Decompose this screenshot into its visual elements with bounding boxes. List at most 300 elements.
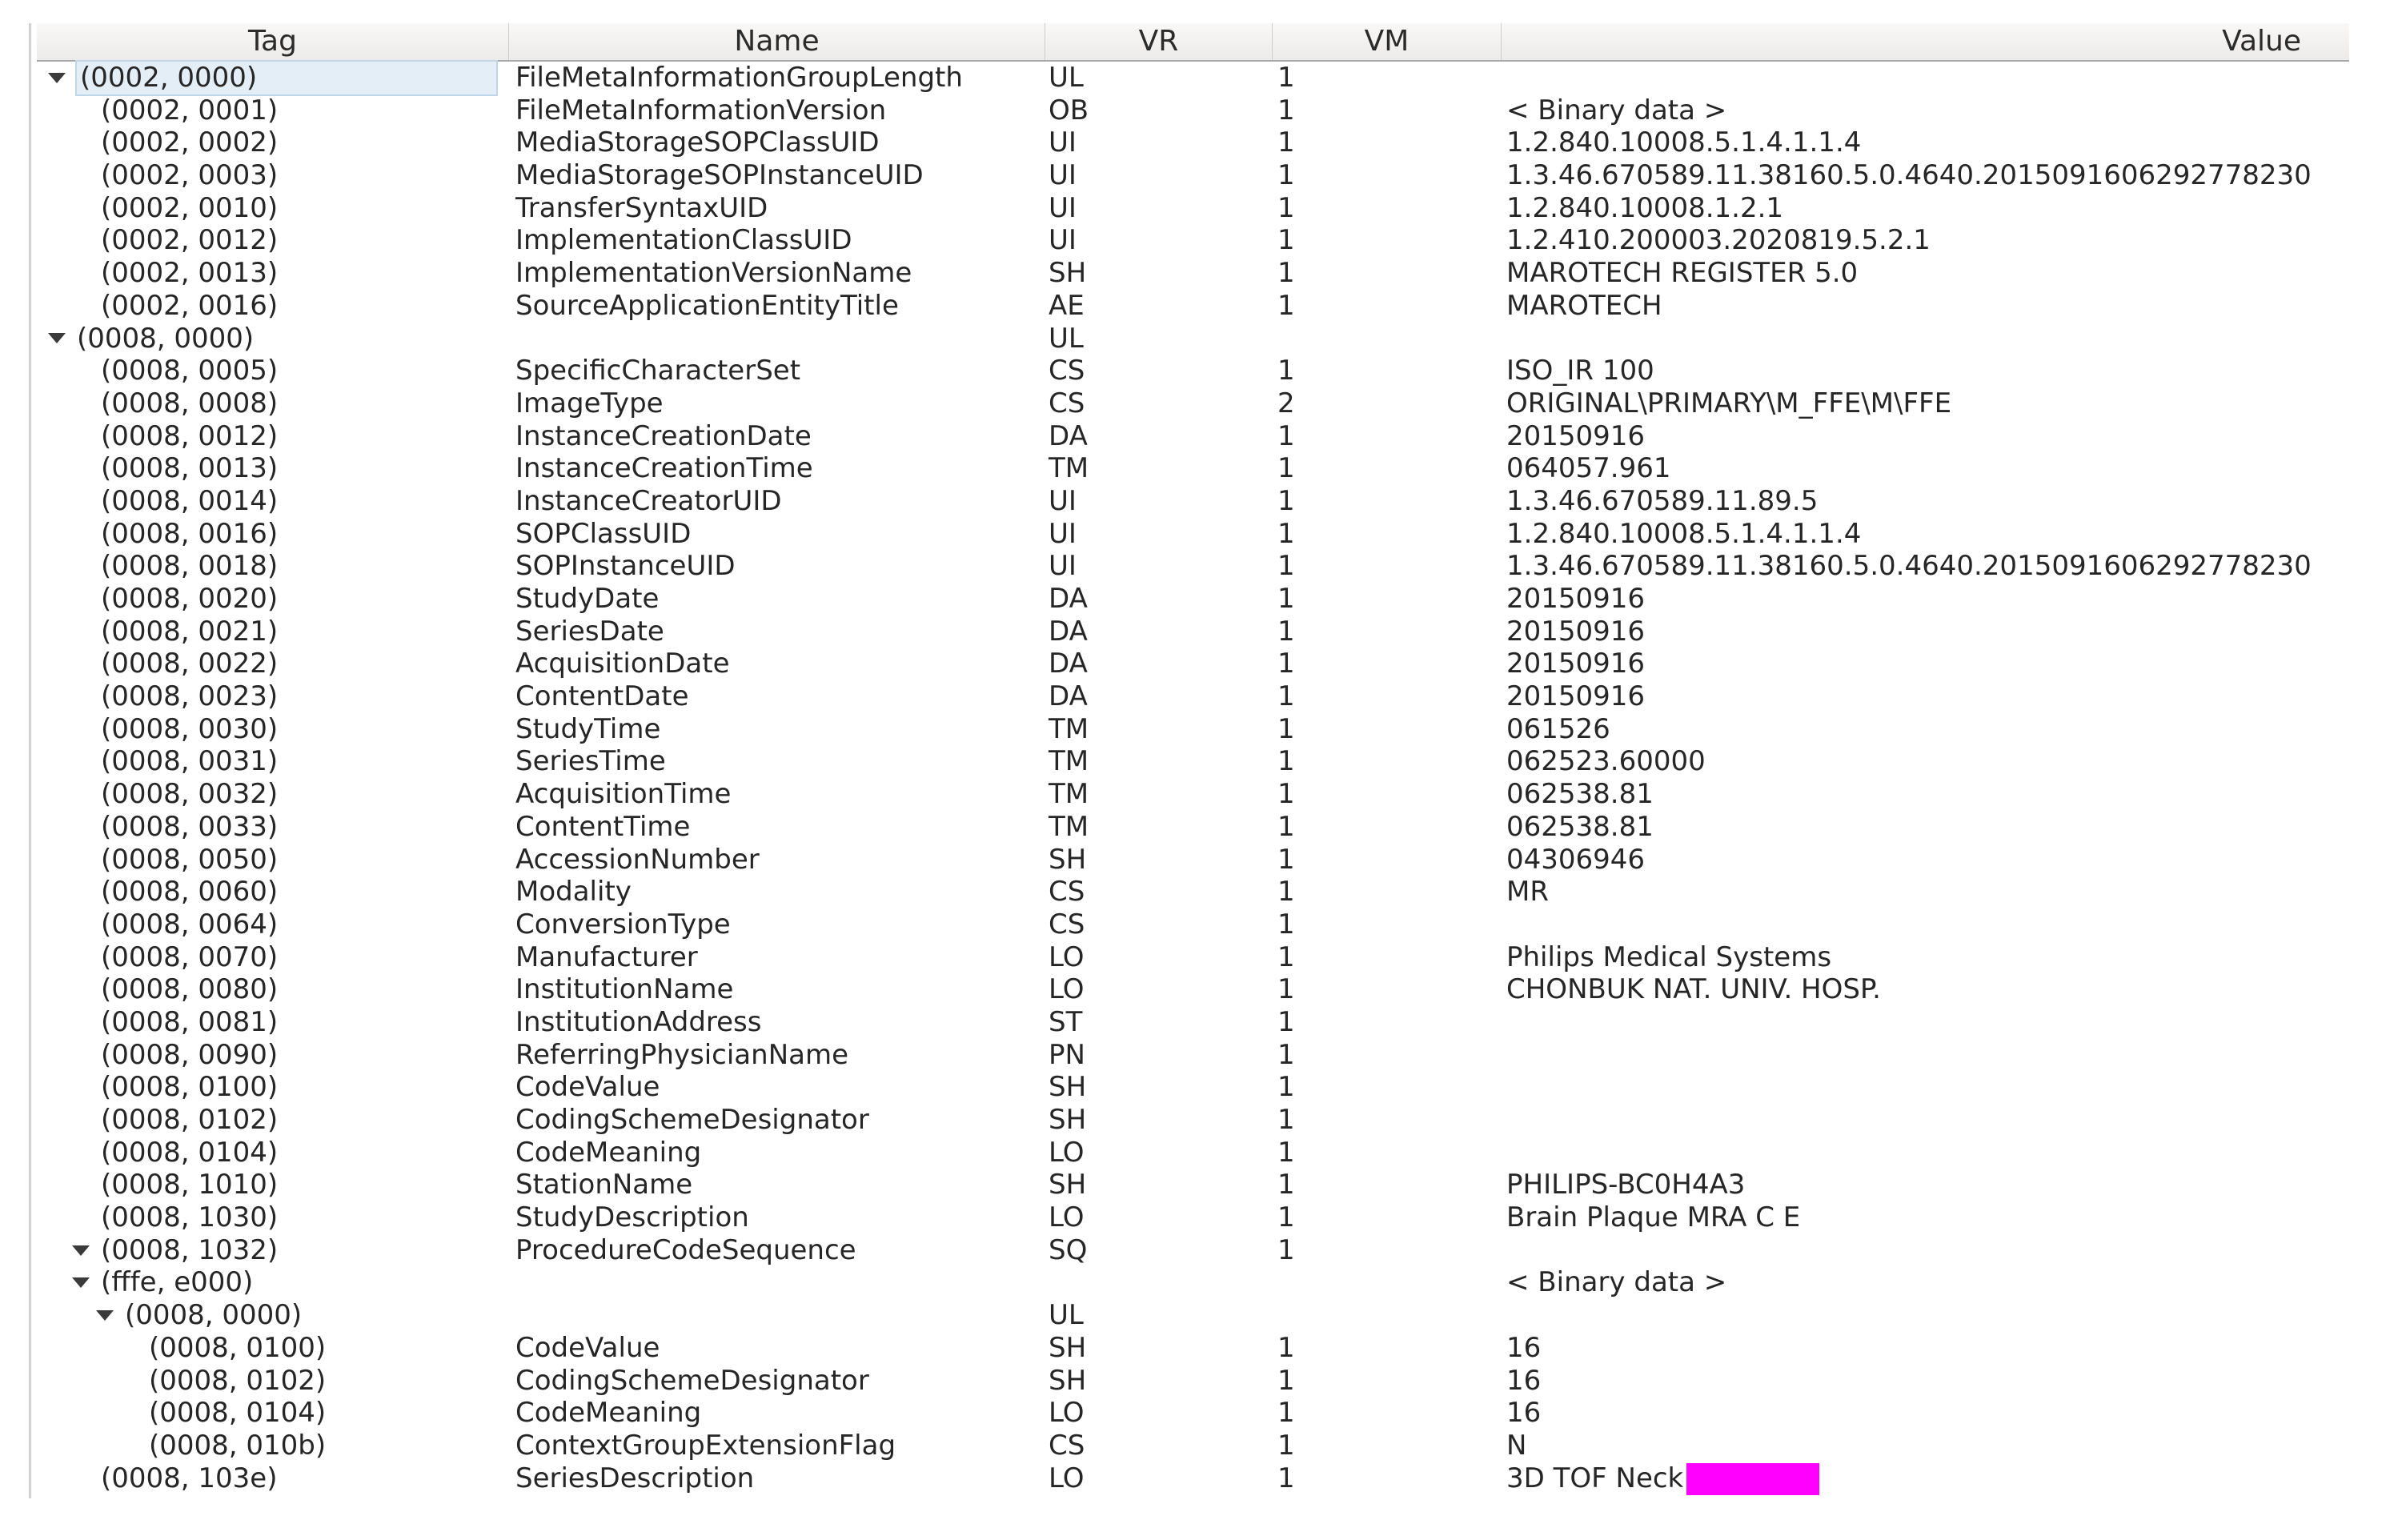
name-cell — [509, 1266, 1045, 1299]
value-cell — [1502, 1104, 2349, 1137]
value-cell-text: Brain Plaque MRA C E — [1506, 1201, 1801, 1234]
vr-cell-text: UL — [1049, 322, 1084, 355]
tree-row[interactable] — [37, 745, 2349, 778]
name-cell — [509, 1332, 1045, 1365]
vr-cell — [1045, 713, 1273, 746]
column-header-name[interactable]: Name — [509, 23, 1045, 60]
column-header-tag[interactable]: Tag — [37, 23, 509, 60]
value-cell — [1502, 941, 2349, 974]
vm-cell-text: 1 — [1277, 908, 1295, 940]
vm-cell — [1273, 1266, 1502, 1299]
value-cell — [1502, 1169, 2349, 1201]
tree-row[interactable] — [37, 1332, 2349, 1365]
tree-row[interactable] — [37, 485, 2349, 518]
vr-cell — [1045, 1397, 1273, 1430]
vm-cell — [1273, 1397, 1502, 1430]
tag-cell — [37, 1137, 509, 1169]
value-cell — [1502, 62, 2349, 94]
vm-cell-text: 1 — [1277, 940, 1295, 973]
tag-text: (0008, 0014) — [101, 484, 279, 517]
tag-text: (0002, 0010) — [101, 191, 279, 224]
name-cell — [509, 1039, 1045, 1072]
expand-arrow-icon[interactable] — [72, 1245, 90, 1256]
vm-cell-text: 1 — [1277, 1169, 1295, 1201]
vr-cell — [1045, 355, 1273, 387]
name-cell — [509, 876, 1045, 908]
name-cell-text: SOPInstanceUID — [515, 550, 736, 583]
tree-row[interactable] — [37, 1201, 2349, 1234]
name-cell — [509, 680, 1045, 713]
tree-row[interactable] — [37, 1299, 2349, 1332]
value-cell — [1502, 680, 2349, 713]
name-cell-text: CodeValue — [515, 1071, 660, 1104]
expand-arrow-icon[interactable] — [72, 1277, 90, 1288]
vm-cell — [1273, 159, 1502, 192]
vr-cell-text: UI — [1049, 224, 1077, 257]
vm-cell — [1273, 876, 1502, 908]
tag-cell — [37, 1169, 509, 1201]
value-cell — [1502, 159, 2349, 192]
name-cell-text: Modality — [515, 876, 632, 908]
value-cell-text: 16 — [1506, 1397, 1542, 1430]
name-cell — [509, 713, 1045, 746]
vr-cell-text: TM — [1049, 778, 1089, 811]
value-cell-text: 20150916 — [1506, 583, 1646, 615]
name-cell-text: ContextGroupExtensionFlag — [515, 1429, 896, 1462]
dicom-tag-tree-view[interactable] — [29, 23, 2349, 1498]
tag-text: (0008, 1032) — [101, 1233, 279, 1266]
value-cell — [1502, 908, 2349, 941]
tag-cell — [37, 550, 509, 583]
vr-cell-text: SH — [1049, 843, 1087, 876]
tree-row[interactable] — [37, 1039, 2349, 1072]
name-cell-text: StudyDescription — [515, 1201, 749, 1234]
vr-cell-text: CS — [1049, 908, 1085, 940]
vr-cell-text: CS — [1049, 355, 1085, 387]
tree-row[interactable] — [37, 1234, 2349, 1267]
vr-cell-text: SH — [1049, 1331, 1087, 1364]
value-cell-text: 1.3.46.670589.11.89.5 — [1506, 484, 1819, 517]
tag-cell — [37, 1234, 509, 1267]
name-cell — [509, 126, 1045, 159]
tree-row[interactable] — [37, 648, 2349, 680]
value-cell — [1502, 1234, 2349, 1267]
tag-text: (0008, 0018) — [101, 550, 279, 583]
value-cell — [1502, 1397, 2349, 1430]
expand-arrow-icon[interactable] — [48, 333, 66, 343]
tag-text: (0008, 0013) — [101, 452, 279, 485]
vm-cell — [1273, 355, 1502, 387]
value-cell-text: ISO_IR 100 — [1506, 355, 1654, 387]
name-cell-text: CodeValue — [515, 1331, 660, 1364]
tag-text: (0008, 0022) — [101, 648, 279, 680]
vm-cell — [1273, 452, 1502, 485]
name-cell-text: AcquisitionTime — [515, 778, 732, 811]
value-cell-text: 1.2.840.10008.1.2.1 — [1506, 191, 1784, 224]
tree-row[interactable] — [37, 62, 2349, 94]
name-cell-text: SeriesDescription — [515, 1462, 755, 1494]
vr-cell — [1045, 876, 1273, 908]
vr-cell — [1045, 811, 1273, 844]
value-cell-text: 062538.81 — [1506, 810, 1654, 843]
tag-text: (0008, 0033) — [101, 810, 279, 843]
tag-text: (0008, 0030) — [101, 712, 279, 745]
tag-cell — [37, 1299, 509, 1332]
vm-cell-text: 1 — [1277, 810, 1295, 843]
name-cell-text: InstitutionAddress — [515, 1005, 762, 1038]
tag-text: (0002, 0016) — [101, 289, 279, 322]
name-cell-text: FileMetaInformationGroupLength — [515, 62, 963, 94]
vr-cell-text: DA — [1049, 680, 1088, 713]
value-cell-text: ORIGINAL\PRIMARY\M_FFE\M\FFE — [1506, 387, 1952, 419]
name-cell — [509, 745, 1045, 778]
tag-cell — [37, 745, 509, 778]
vr-cell — [1045, 680, 1273, 713]
name-cell-text: SourceApplicationEntityTitle — [515, 289, 899, 322]
tag-cell — [37, 778, 509, 811]
expand-arrow-icon[interactable] — [96, 1310, 114, 1321]
value-cell-text: 061526 — [1506, 712, 1610, 745]
name-cell-text: ContentTime — [515, 810, 691, 843]
name-cell-text: SpecificCharacterSet — [515, 355, 801, 387]
tag-cell — [37, 876, 509, 908]
tree-row[interactable] — [37, 1169, 2349, 1201]
name-cell-text: ImageType — [515, 387, 664, 419]
vm-cell-text: 1 — [1277, 1038, 1295, 1071]
tag-text: (0008, 0064) — [101, 908, 279, 940]
tag-cell — [37, 1104, 509, 1137]
name-cell — [509, 323, 1045, 355]
tree-row[interactable] — [37, 811, 2349, 844]
vr-cell — [1045, 1430, 1273, 1462]
vr-cell-text: DA — [1049, 615, 1088, 648]
vr-cell — [1045, 420, 1273, 453]
vm-cell — [1273, 62, 1502, 94]
vm-cell-text: 1 — [1277, 355, 1295, 387]
vm-cell — [1273, 1169, 1502, 1201]
name-cell — [509, 62, 1045, 94]
vr-cell-text: LO — [1049, 1462, 1085, 1494]
vm-cell — [1273, 713, 1502, 746]
name-cell — [509, 485, 1045, 518]
value-cell — [1502, 126, 2349, 159]
tree-row[interactable] — [37, 257, 2349, 290]
name-cell — [509, 1397, 1045, 1430]
vr-cell-text: SH — [1049, 1364, 1087, 1397]
value-cell — [1502, 1430, 2349, 1462]
tag-cell — [37, 1006, 509, 1039]
vr-cell-text: OB — [1049, 94, 1089, 126]
tree-row[interactable] — [37, 387, 2349, 420]
vr-cell — [1045, 485, 1273, 518]
vm-cell — [1273, 257, 1502, 290]
value-cell — [1502, 1299, 2349, 1332]
vr-cell-text: UL — [1049, 62, 1084, 94]
vm-cell — [1273, 1234, 1502, 1267]
value-cell-text: 064057.961 — [1506, 452, 1671, 485]
tree-row[interactable] — [37, 616, 2349, 648]
tree-row[interactable] — [37, 518, 2349, 551]
name-cell — [509, 1201, 1045, 1234]
tree-row[interactable] — [37, 192, 2349, 225]
value-cell-text: 1.3.46.670589.11.38160.5.0.4640.2015091606292778230 — [1506, 550, 2312, 583]
name-cell-text: InstitutionName — [515, 973, 734, 1006]
vm-cell — [1273, 973, 1502, 1006]
tag-cell — [37, 518, 509, 551]
value-cell — [1502, 94, 2349, 127]
name-cell — [509, 583, 1045, 616]
vm-cell — [1273, 745, 1502, 778]
value-cell — [1502, 485, 2349, 518]
column-header-value[interactable]: Value — [2222, 25, 2301, 58]
tag-text: (0008, 1030) — [101, 1201, 279, 1234]
name-cell-text: InstanceCreationTime — [515, 452, 813, 485]
vm-cell-text: 1 — [1277, 1136, 1295, 1169]
vm-cell-text: 1 — [1277, 973, 1295, 1006]
vr-cell — [1045, 126, 1273, 159]
vr-cell-text: LO — [1049, 940, 1085, 973]
vr-cell-text: TM — [1049, 712, 1089, 745]
value-cell — [1502, 1039, 2349, 1072]
tag-cell — [37, 1039, 509, 1072]
value-cell — [1502, 550, 2349, 583]
vm-cell-text: 1 — [1277, 712, 1295, 745]
vr-cell — [1045, 1137, 1273, 1169]
tree-row[interactable] — [37, 126, 2349, 159]
value-cell-text: MAROTECH — [1506, 289, 1662, 322]
name-cell-text: StationName — [515, 1169, 693, 1201]
tree-row[interactable] — [37, 94, 2349, 127]
vm-cell — [1273, 485, 1502, 518]
vr-cell-text: SH — [1049, 1104, 1087, 1136]
tag-cell — [37, 648, 509, 680]
value-cell — [1502, 1365, 2349, 1398]
tree-row[interactable] — [37, 973, 2349, 1006]
tag-cell — [37, 973, 509, 1006]
vm-cell — [1273, 550, 1502, 583]
vr-cell-text: LO — [1049, 1136, 1085, 1169]
vr-cell — [1045, 452, 1273, 485]
tag-text: (0008, 0016) — [101, 517, 279, 550]
tree-row[interactable] — [37, 1462, 2349, 1495]
tag-text: (0008, 0032) — [101, 778, 279, 811]
vr-cell-text: LO — [1049, 973, 1085, 1006]
tree-row[interactable] — [37, 778, 2349, 811]
name-cell-text: CodingSchemeDesignator — [515, 1104, 869, 1136]
vm-cell-text: 1 — [1277, 1364, 1295, 1397]
vr-cell — [1045, 1201, 1273, 1234]
vm-cell — [1273, 1137, 1502, 1169]
value-cell-text: MR — [1506, 876, 1549, 908]
vm-cell-text: 1 — [1277, 1005, 1295, 1038]
vr-cell-text: SQ — [1049, 1233, 1088, 1266]
name-cell-text: SeriesDate — [515, 615, 664, 648]
name-cell-text: StudyTime — [515, 712, 661, 745]
value-cell — [1502, 973, 2349, 1006]
tag-cell — [37, 485, 509, 518]
value-cell-text: 20150916 — [1506, 615, 1646, 648]
tree-row[interactable] — [37, 355, 2349, 387]
name-cell — [509, 778, 1045, 811]
vr-cell — [1045, 1462, 1273, 1495]
tag-cell — [37, 159, 509, 192]
vm-cell — [1273, 387, 1502, 420]
vm-cell-text: 1 — [1277, 1462, 1295, 1494]
value-cell-text: 20150916 — [1506, 648, 1646, 680]
vr-cell — [1045, 1332, 1273, 1365]
vr-cell-text: ST — [1049, 1005, 1083, 1038]
vm-cell — [1273, 94, 1502, 127]
vr-cell — [1045, 1365, 1273, 1398]
vm-cell — [1273, 583, 1502, 616]
tree-row[interactable] — [37, 550, 2349, 583]
tree-row[interactable] — [37, 1104, 2349, 1137]
tree-row[interactable] — [37, 224, 2349, 257]
name-cell — [509, 550, 1045, 583]
name-cell-text: AccessionNumber — [515, 843, 760, 876]
tag-cell — [37, 355, 509, 387]
value-cell — [1502, 1137, 2349, 1169]
vm-cell — [1273, 941, 1502, 974]
tag-text: (0002, 0013) — [101, 257, 279, 290]
vm-cell-text: 1 — [1277, 191, 1295, 224]
vr-cell — [1045, 518, 1273, 551]
value-cell — [1502, 1071, 2349, 1104]
value-cell-text: 20150916 — [1506, 680, 1646, 713]
tag-text: (0008, 0008) — [101, 387, 279, 419]
value-cell — [1502, 290, 2349, 323]
tree-row[interactable] — [37, 159, 2349, 192]
value-cell — [1502, 192, 2349, 225]
name-cell-text: ProcedureCodeSequence — [515, 1233, 856, 1266]
expand-arrow-icon[interactable] — [48, 73, 66, 83]
vr-cell — [1045, 1169, 1273, 1201]
value-cell-text: 3D TOF Neck — [1506, 1462, 1684, 1494]
name-cell — [509, 844, 1045, 876]
vm-cell — [1273, 1430, 1502, 1462]
name-cell-text: CodeMeaning — [515, 1397, 702, 1430]
name-cell — [509, 1137, 1045, 1169]
tag-cell — [37, 387, 509, 420]
vm-cell-text: 1 — [1277, 550, 1295, 583]
value-cell-text: < Binary data > — [1506, 1266, 1727, 1299]
vm-cell — [1273, 1104, 1502, 1137]
tag-cell — [37, 1332, 509, 1365]
vr-cell — [1045, 62, 1273, 94]
value-cell-text: 16 — [1506, 1331, 1542, 1364]
name-cell — [509, 908, 1045, 941]
tree-row[interactable] — [37, 420, 2349, 453]
vm-cell-text: 1 — [1277, 1233, 1295, 1266]
name-cell-text: FileMetaInformationVersion — [515, 94, 887, 126]
tree-row[interactable] — [37, 1365, 2349, 1398]
value-cell — [1502, 648, 2349, 680]
tag-text: (0008, 103e) — [101, 1462, 278, 1494]
vr-cell — [1045, 159, 1273, 192]
vm-cell — [1273, 648, 1502, 680]
vm-cell-text: 1 — [1277, 615, 1295, 648]
tree-row[interactable] — [37, 1430, 2349, 1462]
vm-cell-text: 1 — [1277, 1104, 1295, 1136]
tag-cell — [37, 908, 509, 941]
value-cell — [1502, 420, 2349, 453]
tree-row[interactable] — [37, 1006, 2349, 1039]
name-cell — [509, 420, 1045, 453]
tree-row[interactable] — [37, 908, 2349, 941]
name-cell — [509, 159, 1045, 192]
vm-cell-text: 1 — [1277, 843, 1295, 876]
vr-cell-text: LO — [1049, 1201, 1085, 1234]
name-cell-text: ReferringPhysicianName — [515, 1038, 849, 1071]
tag-text: (0008, 0100) — [101, 1071, 279, 1104]
tag-text: (0002, 0003) — [101, 159, 279, 192]
vr-cell-text: SH — [1049, 1169, 1087, 1201]
tree-row[interactable] — [37, 323, 2349, 355]
vr-cell-text: TM — [1049, 745, 1089, 778]
tree-row[interactable] — [37, 452, 2349, 485]
tree-row[interactable] — [37, 583, 2349, 616]
name-cell — [509, 973, 1045, 1006]
value-cell-text: 1.2.840.10008.5.1.4.1.1.4 — [1506, 517, 1862, 550]
value-cell-text: CHONBUK NAT. UNIV. HOSP. — [1506, 973, 1881, 1006]
vm-cell — [1273, 323, 1502, 355]
column-header-vm[interactable]: VM — [1273, 23, 1502, 60]
tag-text: (0008, 010b) — [149, 1429, 327, 1462]
tag-text: (0008, 0102) — [149, 1364, 327, 1397]
value-cell-text: PHILIPS-BC0H4A3 — [1506, 1169, 1746, 1201]
vr-cell — [1045, 1266, 1273, 1299]
vm-cell-text: 1 — [1277, 62, 1295, 94]
name-cell-text: TransferSyntaxUID — [515, 191, 768, 224]
vr-cell — [1045, 844, 1273, 876]
value-cell-text: 16 — [1506, 1364, 1542, 1397]
name-cell-text: ConversionType — [515, 908, 731, 940]
tree-row[interactable] — [37, 680, 2349, 713]
tag-text: (0002, 0012) — [101, 224, 279, 257]
vm-cell-text: 1 — [1277, 1071, 1295, 1104]
tree-row[interactable] — [37, 1397, 2349, 1430]
tree-row[interactable] — [37, 876, 2349, 908]
tree-row[interactable] — [37, 1266, 2349, 1299]
name-cell-text: SOPClassUID — [515, 517, 692, 550]
tree-row[interactable] — [37, 713, 2349, 746]
column-header-vr[interactable]: VR — [1045, 23, 1273, 60]
tree-row-partial — [37, 1494, 2349, 1498]
name-cell-text: SeriesTime — [515, 745, 666, 778]
tag-text: (0008, 0090) — [101, 1038, 279, 1071]
tree-row[interactable] — [37, 1071, 2349, 1104]
name-cell — [509, 224, 1045, 257]
tag-cell — [37, 941, 509, 974]
tag-text: (0008, 0021) — [101, 615, 279, 648]
name-cell-text: ImplementationVersionName — [515, 257, 912, 290]
tree-row[interactable] — [37, 844, 2349, 876]
vr-cell-text: CS — [1049, 1429, 1085, 1462]
tree-row[interactable] — [37, 1137, 2349, 1169]
vr-cell — [1045, 550, 1273, 583]
tag-cell — [37, 126, 509, 159]
value-cell — [1502, 1332, 2349, 1365]
vr-cell-text: UI — [1049, 191, 1077, 224]
tag-cell — [37, 94, 509, 127]
vm-cell — [1273, 1006, 1502, 1039]
vr-cell-text: TM — [1049, 452, 1089, 485]
vm-cell-text: 1 — [1277, 778, 1295, 811]
tree-row[interactable] — [37, 290, 2349, 323]
tree-row[interactable] — [37, 941, 2349, 974]
name-cell — [509, 257, 1045, 290]
vr-cell — [1045, 1071, 1273, 1104]
